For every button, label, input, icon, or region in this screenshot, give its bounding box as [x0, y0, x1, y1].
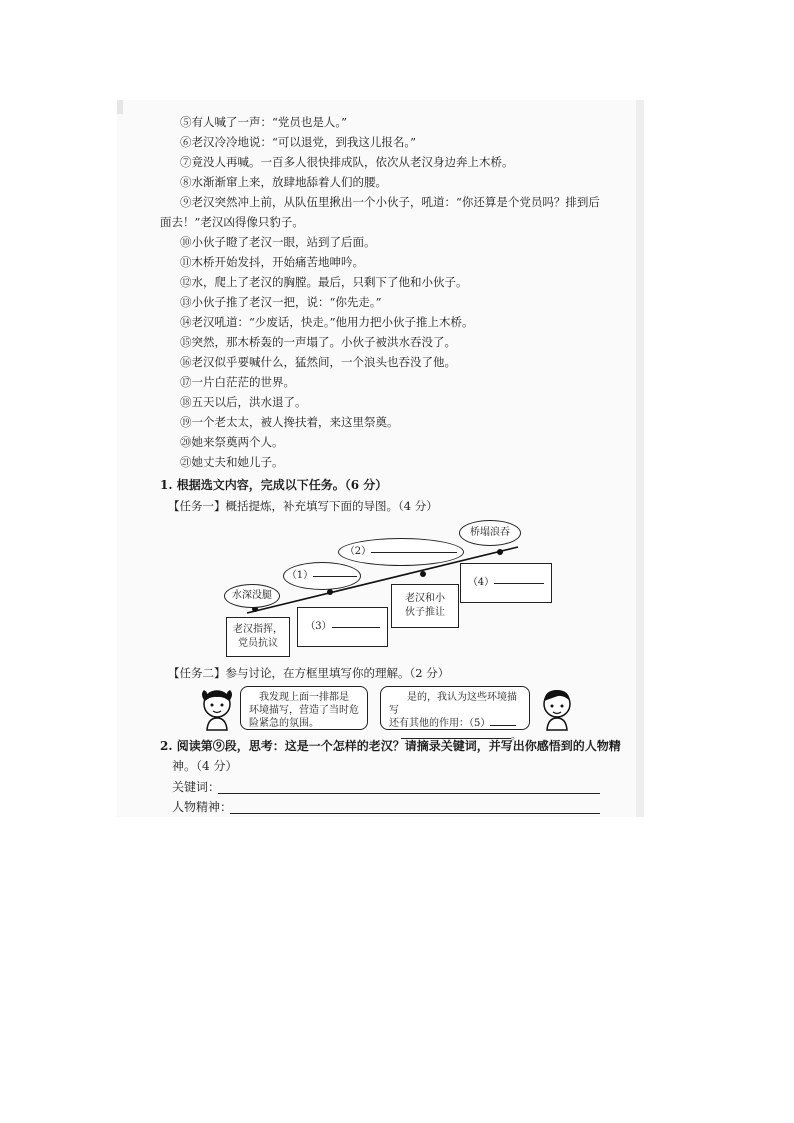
blank-2-bubble [338, 538, 464, 566]
boy-speech [380, 686, 530, 742]
blank-4-label: （4） [467, 577, 495, 588]
blank-4-box [460, 563, 552, 603]
box-mid-line2: 伙子推让 [405, 607, 445, 618]
box-1 [226, 617, 290, 657]
blank-2[interactable] [371, 552, 457, 553]
paragraph: ⑪木桥开始发抖，开始痛苦地呻吟。 [180, 255, 364, 269]
paragraph: ㉑她丈夫和她儿子。 [180, 455, 284, 469]
boy-avatar-icon [536, 686, 578, 732]
box-mid [391, 584, 459, 628]
boy-speech-end: 。 [511, 731, 521, 742]
paragraph: ⑱五天以后，洪水退了。 [180, 395, 307, 409]
blank-4[interactable] [494, 583, 544, 584]
question-1-label: 1. 根据选文内容，完成以下任务。（6 分） [160, 478, 388, 492]
question-2-label-cont: 神。（4 分） [172, 759, 238, 773]
paragraph: ⑧水渐渐窜上来，放肆地舔着人们的腰。 [180, 175, 387, 189]
girl-speech-line: 环境描写，营造了当时危 [249, 705, 359, 716]
paragraph: ⑮突然，那木桥轰的一声塌了。小伙子被洪水吞没了。 [180, 335, 456, 349]
box-1-line1: 老汉指挥， [233, 624, 283, 635]
paragraph: ⑲一个老太太，被人搀扶着，来这里祭奠。 [180, 415, 399, 429]
paragraph: ⑳她来祭奠两个人。 [180, 435, 284, 449]
paragraph: ⑯老汉似乎要喊什么，猛然间，一个浪头也吞没了他。 [180, 355, 456, 369]
blank-3[interactable] [332, 627, 380, 628]
paragraph: ⑩小伙子瞪了老汉一眼，站到了后面。 [180, 235, 376, 249]
paragraph: ⑨老汉突然冲上前，从队伍里揪出一个小伙子，吼道：“你还算是个党员吗？排到后 [180, 195, 600, 209]
question-2-label: 2. 阅读第⑨段，思考：这是一个怎样的老汉？请摘录关键词，并写出你感悟到的人物精 [160, 739, 621, 753]
paragraph: ⑫水，爬上了老汉的胸膛。最后，只剩下了他和小伙子。 [180, 275, 468, 289]
box-mid-line1: 老汉和小 [405, 593, 445, 604]
paragraph: ⑤有人喊了一声：“党员也是人。” [180, 115, 348, 129]
box-1-line2: 党员抗议 [238, 638, 278, 649]
girl-speech [240, 686, 368, 730]
paragraph: ⑰一片白茫茫的世界。 [180, 375, 295, 389]
girl-speech-line: 险紧急的氛围。 [249, 718, 319, 729]
boy-speech-line: 是的，我认为这些环境描写 [389, 692, 517, 716]
blank-3-label: （3） [305, 621, 332, 632]
blank-1-bubble [283, 562, 361, 590]
spirit-answer-line[interactable] [230, 813, 600, 814]
blank-1-label: （1） [286, 570, 314, 581]
blank-3-box [297, 607, 388, 647]
girl-speech-line: 我发现上面一排都是 [259, 692, 349, 703]
blank-2-label: （2） [344, 546, 372, 557]
blank-5-label: 还有其他的作用：（5） [389, 718, 491, 729]
girl-avatar-icon [196, 686, 238, 732]
bubble-start: 水深没腿 [224, 584, 280, 608]
paragraph: ⑭老汉吼道：“少废话，快走。”他用力把小伙子推上木桥。 [180, 315, 474, 329]
keyword-answer-line[interactable] [218, 793, 600, 794]
task-2-label: 【任务二】参与讨论，在方框里填写你的理解。（2 分） [168, 666, 450, 680]
blank-5[interactable] [490, 725, 516, 726]
paragraph: ⑦竟没人再喊。一百多人很快排成队，依次从老汉身边奔上木桥。 [180, 155, 514, 169]
paragraph: ⑬小伙子推了老汉一把，说：“你先走。” [180, 295, 382, 309]
bubble-end: 桥塌浪吞 [459, 520, 521, 546]
task-1-label: 【任务一】概括提炼，补充填写下面的导图。（4 分） [168, 499, 438, 513]
paragraph: 面去！”老汉凶得像只豹子。 [160, 215, 304, 229]
blank-1[interactable] [313, 576, 357, 577]
spirit-label: 人物精神： [172, 800, 233, 814]
paragraph: ⑥老汉冷冷地说：“可以退党，到我这儿报名。” [180, 135, 417, 149]
keyword-label: 关键词： [172, 780, 221, 794]
